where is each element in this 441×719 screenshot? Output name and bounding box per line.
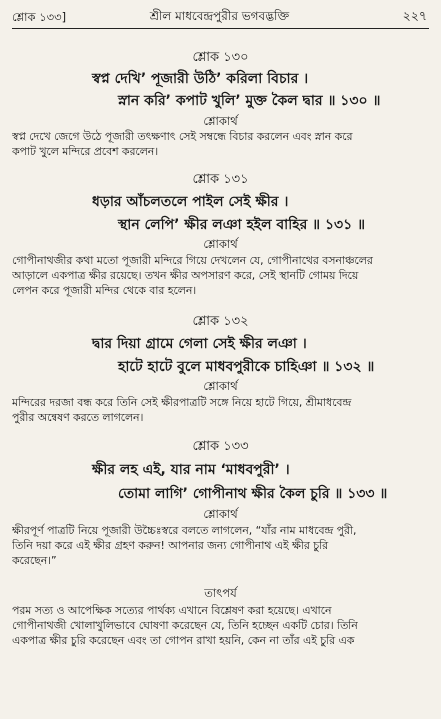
verse-heading: শ্লোক ১৩৩ bbox=[192, 439, 249, 454]
text-line: গোপীনাথজীর কথা মতো পূজারী মন্দিরে গিয়ে দেখলেন যে, গোপীনাথের বসনাঞ্চলের bbox=[12, 254, 373, 267]
text-line: পরম সত্য ও আপেক্ষিক সত্যের পার্থক্য এখানে বিশ্লেষণ করা হয়েছে। এখানে bbox=[12, 604, 332, 617]
text-line: লেপন করে পূজারী মন্দির থেকে বার হলেন। bbox=[12, 284, 197, 297]
verse-line: স্নান করি’ কপাট খুলি’ মুক্ত কৈল দ্বার ॥ ১৩০ ॥ bbox=[118, 93, 381, 109]
translation-paragraph bbox=[12, 253, 429, 298]
verse-line: স্থান লেপি’ ক্ষীর লঞা হইল বাহির ॥ ১৩১ ॥ bbox=[118, 217, 366, 233]
text-line: গোপীনাথজী খোলাখুলিভাবে ঘোষণা করেছেন যে, তিনি হচ্ছেন একটি চোর। তিনি bbox=[12, 619, 358, 632]
translation-paragraph bbox=[12, 129, 429, 159]
verse-line: তোমা লাগি’ গোপীনাথ ক্ষীর কৈল চুরি ॥ ১৩৩ ॥ bbox=[118, 486, 388, 502]
translation-paragraph bbox=[12, 395, 429, 425]
translation-label: শ্লোকার্থ bbox=[203, 379, 238, 393]
purport-paragraph bbox=[12, 603, 429, 648]
text-line: তিনি দয়া করে এই ক্ষীর গ্রহণ করুন! আপনার জন্য গোপীনাথ এই ক্ষীর চুরি bbox=[12, 539, 329, 552]
running-header bbox=[12, 6, 427, 28]
verse-line: স্বপ্ন দেখি’ পূজারী উঠি’ করিলা বিচার । bbox=[92, 71, 309, 87]
text-line: করেছেন।” bbox=[12, 554, 57, 567]
header-verse-ref: শ্লোক ১৩৩] bbox=[12, 10, 67, 24]
header-chapter-title: শ্রীল মাধবেন্দ্রপুরীর ভগবদ্ভক্তি bbox=[149, 9, 290, 23]
verse-heading: শ্লোক ১৩১ bbox=[192, 172, 249, 187]
verse-line: হাটে হাটে বুলে মাধবপুরীকে চাহিঞা ॥ ১৩২ ॥ bbox=[118, 359, 375, 375]
translation-label: শ্লোকার্থ bbox=[203, 114, 238, 128]
verse-line: দ্বার দিয়া গ্রামে গেলা সেই ক্ষীর লঞা । bbox=[92, 336, 307, 352]
verse-heading: শ্লোক ১৩০ bbox=[192, 50, 249, 65]
text-line: মন্দিরের দরজা বন্ধ করে তিনি সেই ক্ষীরপাত্রটি সঙ্গে নিয়ে হাটে গিয়ে, শ্রীমাধবেন্দ্র bbox=[12, 396, 352, 409]
purport-label: তাৎপর্য bbox=[204, 586, 237, 600]
text-line: একপাত্র ক্ষীর চুরি করেছেন এবং তা গোপন রাখা হয়নি, কেন না তাঁর এই চুরি এক bbox=[12, 634, 355, 647]
text-line: স্বপ্ন দেখে জেগে উঠে পূজারী তৎক্ষণাৎ সেই সম্বন্ধে বিচার করলেন এবং স্নান করে bbox=[12, 130, 353, 143]
text-line: কপাট খুলে মন্দিরে প্রবেশ করলেন। bbox=[12, 145, 159, 158]
text-line: ক্ষীরপূর্ণ পাত্রটি নিয়ে পূজারী উচ্চৈঃস্বরে বলতে লাগলেন, “যাঁর নাম মাধবেন্দ্র পুরী, bbox=[12, 524, 357, 537]
verse-line: ক্ষীর লহ এই, যার নাম ‘মাধবপুরী’ । bbox=[92, 462, 290, 478]
text-line: পুরীর অন্বেষণ করতে লাগলেন। bbox=[12, 411, 144, 424]
verse-line: ধড়ার আঁচলতলে পাইল সেই ক্ষীর । bbox=[92, 194, 289, 210]
verse-heading: শ্লোক ১৩২ bbox=[192, 314, 249, 329]
translation-label: শ্লোকার্থ bbox=[203, 237, 238, 251]
text-line: আড়ালে একপাত্র ক্ষীর রয়েছে। তখন ক্ষীর অপসারণ করে, সেই স্থানটি গোময় দিয়ে bbox=[12, 269, 359, 282]
translation-label: শ্লোকার্থ bbox=[203, 507, 238, 521]
translation-paragraph bbox=[12, 523, 429, 568]
header-rule bbox=[12, 28, 429, 29]
page-number: ২২৭ bbox=[402, 8, 427, 23]
